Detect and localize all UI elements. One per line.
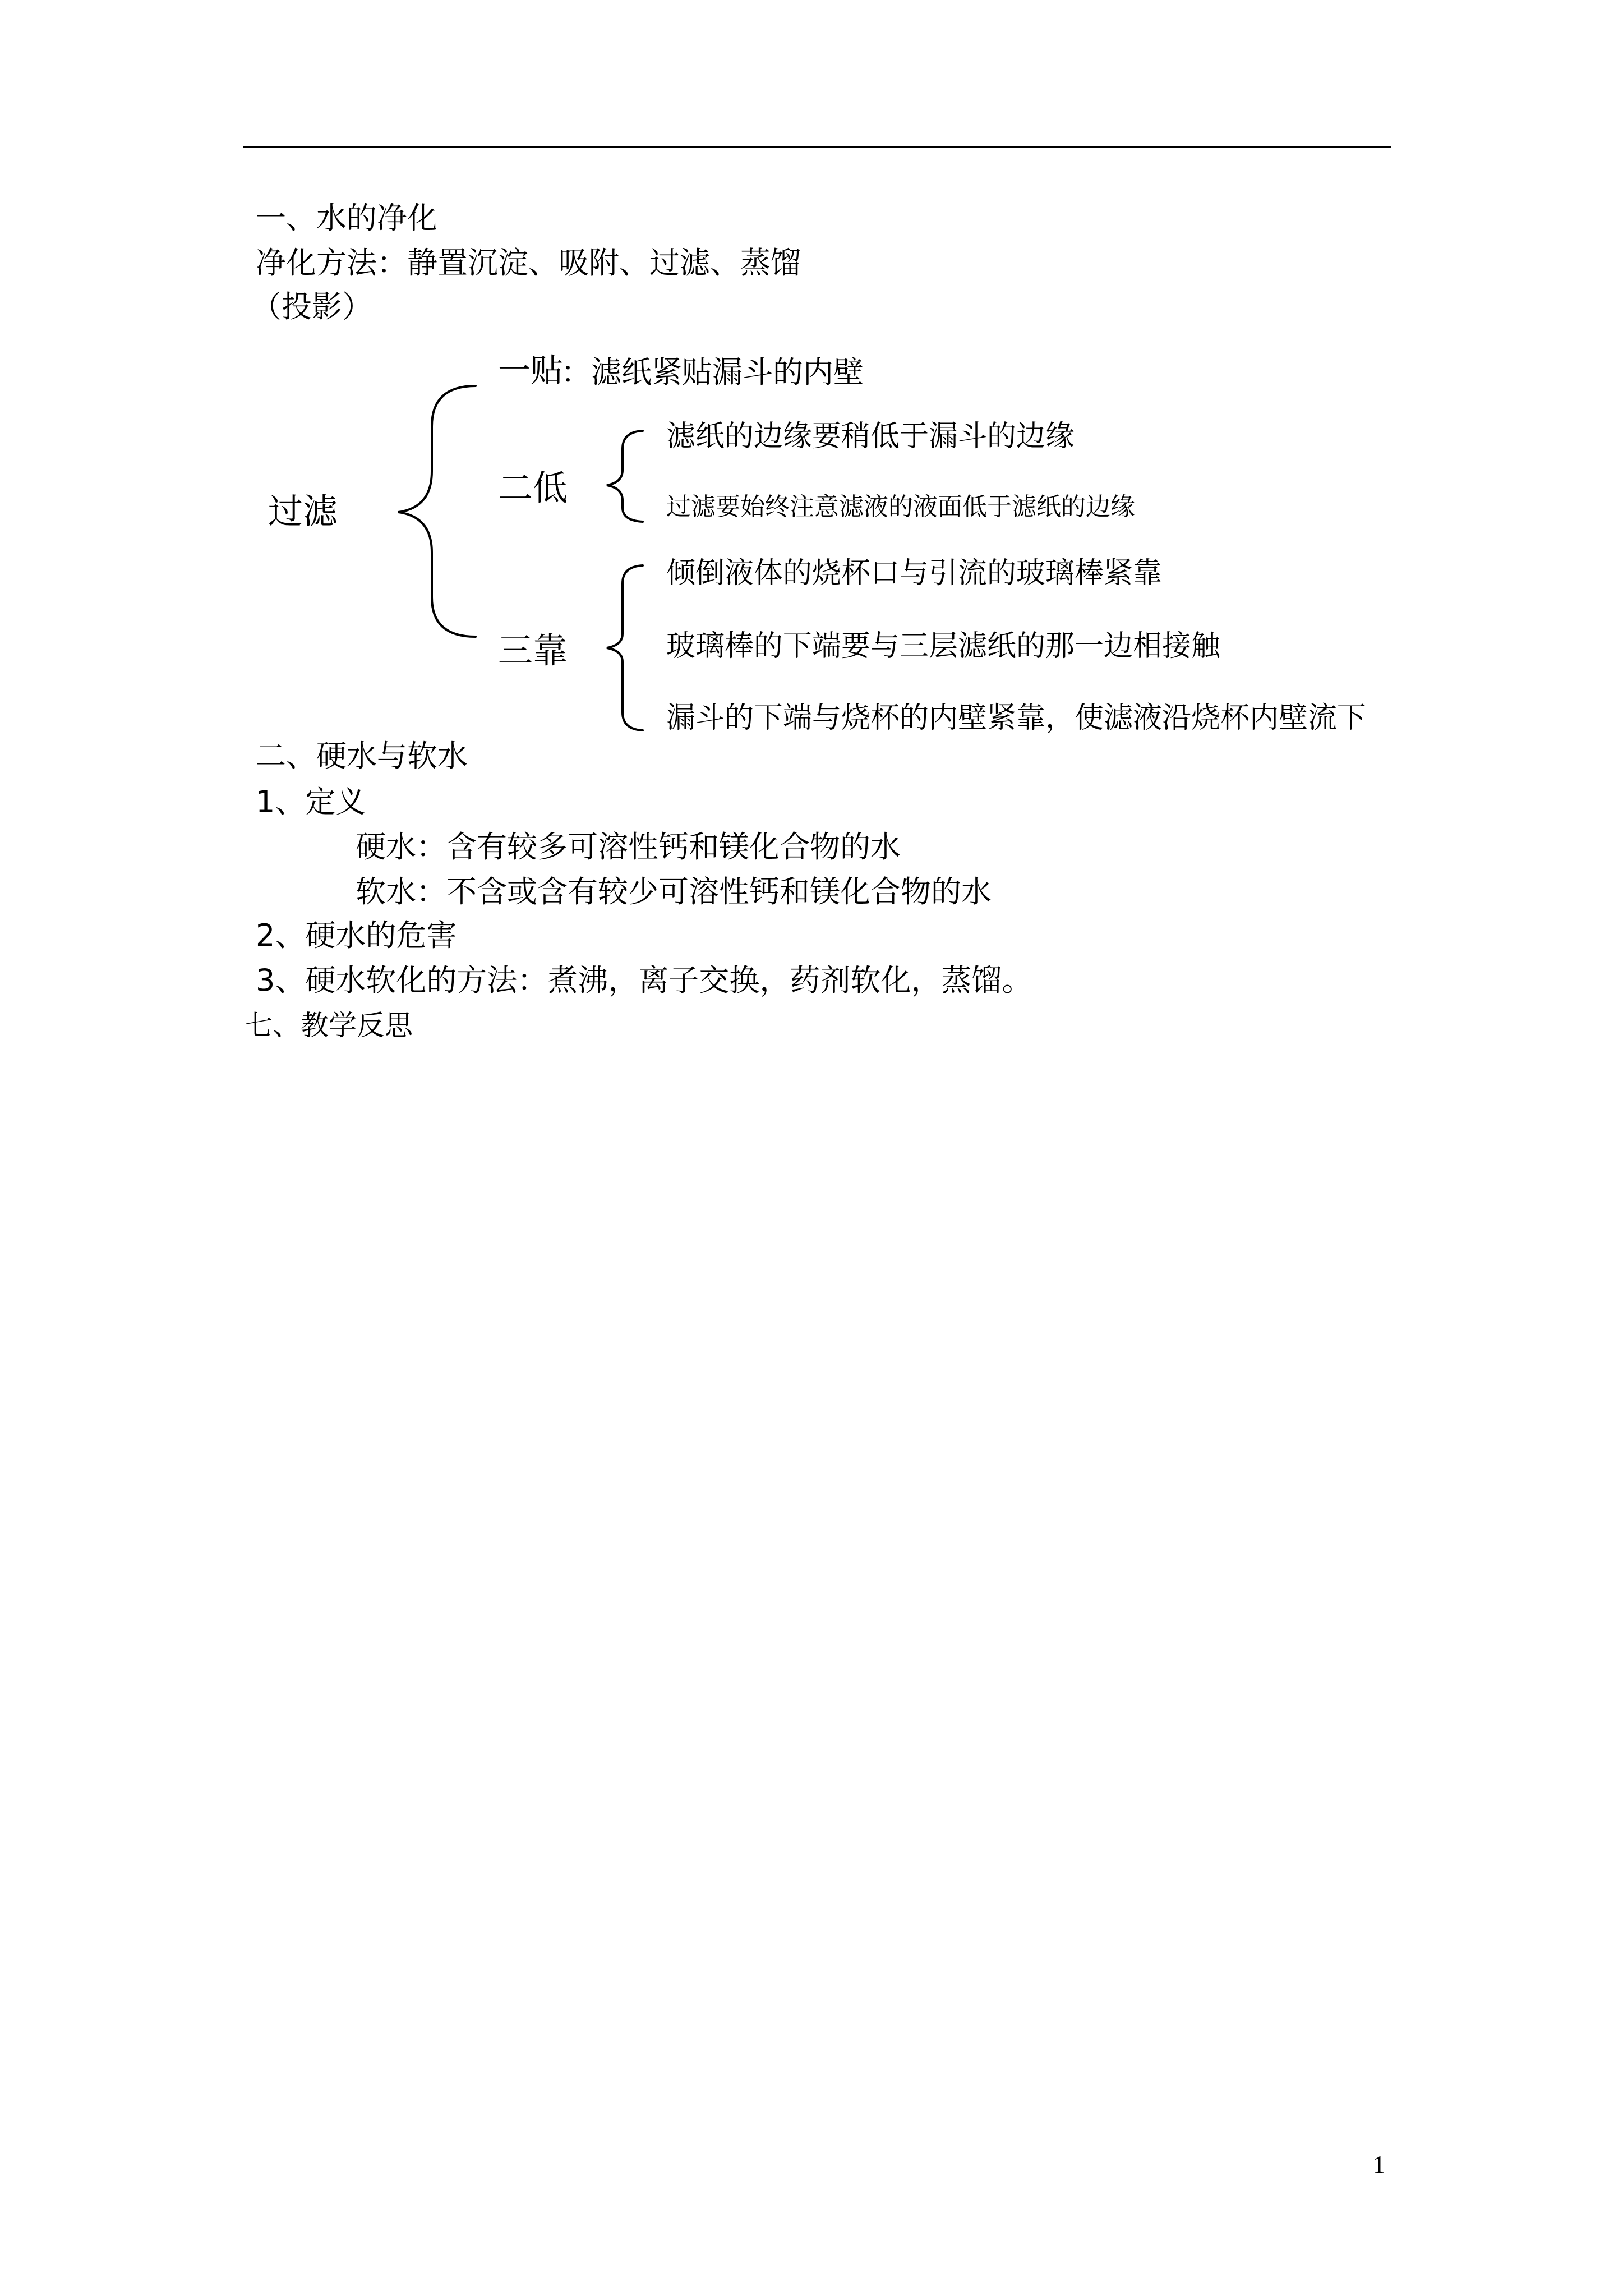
main-brace: [398, 386, 476, 637]
three-lean-brace: [607, 565, 643, 730]
branch-label-three-lean: 三靠: [498, 630, 568, 671]
section-heading-water-purification: 一、水的净化: [256, 200, 437, 236]
page-number: 1: [1373, 2151, 1385, 2178]
two-low-item: 滤纸的边缘要稍低于漏斗的边缘: [666, 420, 1075, 453]
soft-water-definition: 软水：不含或含有较少可溶性钙和镁化合物的水: [356, 874, 992, 909]
three-lean-item: 漏斗的下端与烧杯的内壁紧靠，使滤液沿烧杯内壁流下: [666, 701, 1367, 735]
hard-water-hazards: 2、硬水的危害: [256, 918, 457, 953]
diagram-brackets: [0, 0, 1623, 785]
two-low-item: 过滤要始终注意滤液的液面低于滤纸的边缘: [666, 493, 1135, 521]
projection-note: （投影）: [251, 289, 372, 324]
hard-water-definition: 硬水：含有较多可溶性钙和镁化合物的水: [356, 829, 901, 864]
section-heading-teaching-reflection: 七、教学反思: [245, 1009, 413, 1042]
three-lean-item: 玻璃棒的下端要与三层滤纸的那一边相接触: [666, 629, 1221, 663]
branch-label-one-stick: 一贴: [498, 351, 564, 389]
branch-label-two-low: 二低: [498, 467, 568, 508]
section-heading-hard-soft-water: 二、硬水与软水: [256, 738, 468, 774]
three-lean-item: 倾倒液体的烧杯口与引流的玻璃棒紧靠: [666, 556, 1163, 590]
softening-methods: 3、硬水软化的方法：煮沸，离子交换，药剂软化，蒸馏。: [256, 963, 1032, 998]
purification-methods: 净化方法：静置沉淀、吸附、过滤、蒸馏: [256, 245, 801, 280]
branch-one-stick-text: ：滤纸紧贴漏斗的内壁: [561, 355, 864, 390]
diagram-root-label: 过滤: [268, 491, 338, 532]
two-low-brace: [607, 431, 643, 522]
definition-heading: 1、定义: [256, 784, 366, 820]
